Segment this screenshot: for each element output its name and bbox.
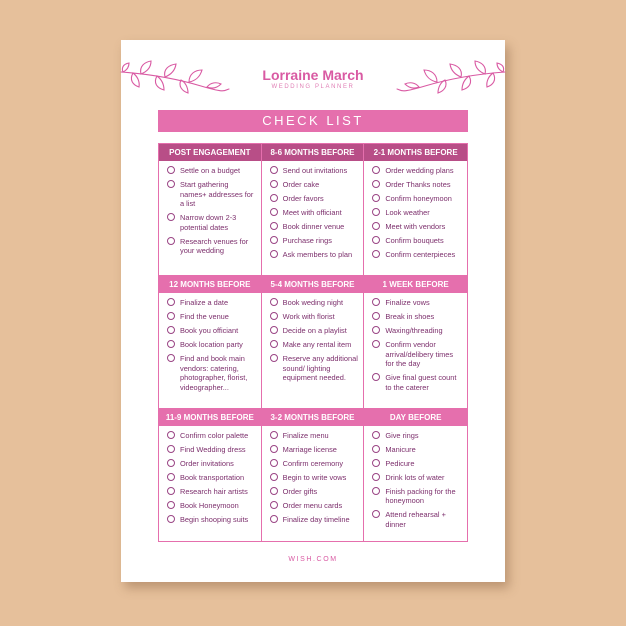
checklist-item-label: Order menu cards xyxy=(282,500,343,510)
checklist-item-label: Order Thanks notes xyxy=(385,179,451,189)
checkbox-circle[interactable] xyxy=(270,326,278,334)
checklist-item-label: Research venues for your wedding xyxy=(180,236,249,256)
section-day-before xyxy=(364,409,467,541)
checkbox-circle[interactable] xyxy=(270,312,278,320)
checklist-item[interactable] xyxy=(270,354,360,383)
checklist-items xyxy=(364,431,467,530)
checkbox-circle[interactable] xyxy=(167,340,175,348)
checklist-item[interactable] xyxy=(270,236,360,246)
checkbox-circle[interactable] xyxy=(270,354,278,362)
checklist-item[interactable] xyxy=(270,473,360,483)
checklist-item[interactable] xyxy=(372,445,463,455)
section-2-1-months-before xyxy=(364,144,467,276)
checkbox-circle[interactable] xyxy=(270,445,278,453)
checklist-item-label: Make any rental item xyxy=(282,340,352,350)
checkbox-circle[interactable] xyxy=(372,312,380,320)
checklist-item[interactable] xyxy=(167,445,257,455)
section-heading: 5-4 MONTHS BEFORE xyxy=(262,276,364,293)
checklist-item-label: Finalize menu xyxy=(282,430,329,440)
checklist-items xyxy=(364,166,467,260)
checklist-item[interactable] xyxy=(372,459,463,469)
checklist-item-label: Narrow down 2-3 potential dates xyxy=(180,213,237,232)
checklist-item[interactable] xyxy=(372,236,463,246)
checklist-item-label: Order invitations xyxy=(180,458,234,468)
checklist-item-label: Work with florist xyxy=(282,312,335,322)
checklist-item[interactable] xyxy=(270,501,360,511)
section-5-4-months-before xyxy=(262,276,365,408)
checkbox-circle[interactable] xyxy=(167,354,175,362)
checklist-item-label: Finalize day timeline xyxy=(282,514,350,524)
checkbox-circle[interactable] xyxy=(167,298,175,306)
checklist-item[interactable] xyxy=(270,250,360,260)
checkbox-circle[interactable] xyxy=(167,326,175,334)
checklist-item[interactable] xyxy=(372,473,463,483)
checklist-items xyxy=(262,166,364,260)
checklist-item[interactable] xyxy=(167,298,257,308)
checklist-item-label: Confirm color palette xyxy=(180,430,249,440)
checklist-item[interactable] xyxy=(167,459,257,469)
checkbox-circle[interactable] xyxy=(167,501,175,509)
checklist-item[interactable] xyxy=(167,312,257,322)
checklist-item[interactable] xyxy=(372,326,463,336)
checklist-item[interactable] xyxy=(372,180,463,190)
checkbox-circle[interactable] xyxy=(270,515,278,523)
checkbox-circle[interactable] xyxy=(167,180,175,188)
section-11-9-months-before xyxy=(159,409,262,541)
checklist-item-label: Start gathering names+ addresses for a list xyxy=(180,179,254,209)
checklist-item[interactable] xyxy=(372,340,463,369)
checklist-item-label: Finish packing for the honeymoon xyxy=(385,486,456,506)
checklist-item-label: Meet with officiant xyxy=(282,207,342,217)
checklist-item-label: Find the venue xyxy=(180,312,229,322)
checklist-item-label: Order cake xyxy=(282,179,320,189)
checkbox-circle[interactable] xyxy=(372,222,380,230)
checkbox-circle[interactable] xyxy=(372,487,380,495)
checkbox-circle[interactable] xyxy=(270,166,278,174)
checklist-items xyxy=(364,298,467,392)
checklist-item[interactable] xyxy=(167,340,257,350)
checkbox-circle[interactable] xyxy=(372,180,380,188)
checklist-item-label: Finalize vows xyxy=(385,298,430,308)
checkbox-circle[interactable] xyxy=(270,340,278,348)
checklist-item-label: Confirm honeymoon xyxy=(385,193,452,203)
checkbox-circle[interactable] xyxy=(372,194,380,202)
checklist-item[interactable] xyxy=(167,473,257,483)
checklist-item[interactable] xyxy=(167,487,257,497)
section-heading: 2-1 MONTHS BEFORE xyxy=(364,144,467,161)
checklist-item-label: Book dinner venue xyxy=(282,221,345,231)
checkbox-circle[interactable] xyxy=(270,501,278,509)
checklist-item[interactable] xyxy=(372,194,463,204)
checklist-item[interactable] xyxy=(372,166,463,176)
checklist-item[interactable] xyxy=(167,326,257,336)
checklist-item[interactable] xyxy=(270,487,360,497)
checklist-page xyxy=(121,40,505,582)
checklist-item[interactable] xyxy=(167,501,257,511)
checkbox-circle[interactable] xyxy=(270,208,278,216)
checklist-item-label: Break in shoes xyxy=(385,312,435,322)
checklist-item[interactable] xyxy=(270,312,360,322)
checkbox-circle[interactable] xyxy=(270,194,278,202)
checkbox-circle[interactable] xyxy=(372,298,380,306)
checkbox-circle[interactable] xyxy=(270,487,278,495)
checklist-item-label: Drink lots of water xyxy=(385,472,445,482)
section-12-months-before xyxy=(159,276,262,408)
checklist-item-label: Confirm ceremony xyxy=(282,458,344,468)
checklist-item-label: Give rings xyxy=(385,430,419,440)
checkbox-circle[interactable] xyxy=(372,208,380,216)
brand-name: Lorraine March xyxy=(262,67,364,83)
checklist-items xyxy=(262,298,364,383)
checklist-item-label: Pedicure xyxy=(385,458,415,468)
section-heading: DAY BEFORE xyxy=(364,409,467,426)
checklist-items xyxy=(159,431,261,525)
checkbox-circle[interactable] xyxy=(270,236,278,244)
checklist-item-label: Finalize a date xyxy=(180,298,229,308)
checklist-item[interactable] xyxy=(167,166,257,176)
checkbox-circle[interactable] xyxy=(270,222,278,230)
checklist-item-label: Ask members to plan xyxy=(282,249,353,259)
checklist-item[interactable] xyxy=(372,487,463,506)
checklist-item-label: Book location party xyxy=(180,340,243,350)
checklist-item-label: Begin to write vows xyxy=(282,472,347,482)
checkbox-circle[interactable] xyxy=(270,431,278,439)
checklist-item-label: Confirm vendor arrival/delibery times for the day xyxy=(385,340,454,369)
checklist-item-label: Confirm centerpieces xyxy=(385,249,456,259)
checklist-item-label: Send out invitations xyxy=(282,166,348,175)
checklist-item[interactable] xyxy=(270,326,360,336)
checkbox-circle[interactable] xyxy=(372,326,380,334)
checklist-grid xyxy=(158,143,468,542)
checklist-item[interactable] xyxy=(167,213,257,232)
checkbox-circle[interactable] xyxy=(270,298,278,306)
checklist-item[interactable] xyxy=(372,431,463,441)
checklist-item[interactable] xyxy=(270,208,360,218)
checkbox-circle[interactable] xyxy=(372,236,380,244)
checkbox-circle[interactable] xyxy=(372,166,380,174)
checklist-items xyxy=(262,431,364,525)
checklist-item[interactable] xyxy=(270,431,360,441)
checkbox-circle[interactable] xyxy=(372,373,380,381)
checkbox-circle[interactable] xyxy=(270,180,278,188)
checkbox-circle[interactable] xyxy=(167,487,175,495)
checklist-item[interactable] xyxy=(167,515,257,525)
checklist-item-label: Book transportation xyxy=(180,472,245,482)
checklist-item-label: Find Wedding dress xyxy=(180,444,246,454)
checkbox-circle[interactable] xyxy=(270,473,278,481)
checklist-item-label: Book Honeymoon xyxy=(180,500,239,510)
section-heading: POST ENGAGEMENT xyxy=(159,144,261,161)
checklist-item[interactable] xyxy=(270,166,360,176)
checklist-item[interactable] xyxy=(372,298,463,308)
checklist-title: CHECK LIST xyxy=(158,110,468,132)
checkbox-circle[interactable] xyxy=(167,473,175,481)
section-heading: 3-2 MONTHS BEFORE xyxy=(262,409,364,426)
checklist-item-label: Reserve any additional sound/ lighting equipment needed. xyxy=(282,354,358,383)
checklist-item-label: Begin shooping suits xyxy=(180,514,249,524)
checklist-item[interactable] xyxy=(372,222,463,232)
checklist-item[interactable] xyxy=(270,340,360,350)
section-post-engagement xyxy=(159,144,262,276)
checkbox-circle[interactable] xyxy=(372,250,380,258)
checklist-item-label: Book weding night xyxy=(282,298,344,308)
checklist-item[interactable] xyxy=(167,354,257,392)
checklist-item[interactable] xyxy=(372,208,463,218)
checklist-item-label: Settle on a budget xyxy=(180,166,240,175)
checkbox-circle[interactable] xyxy=(167,312,175,320)
checklist-item[interactable] xyxy=(167,237,257,256)
checklist-item-label: Attend rehearsal + dinner xyxy=(385,510,446,529)
checklist-item-label: Find and book main vendors: catering, photographer, florist, videographer... xyxy=(180,354,248,393)
checkbox-circle[interactable] xyxy=(372,445,380,453)
checkbox-circle[interactable] xyxy=(270,459,278,467)
checklist-item[interactable] xyxy=(270,298,360,308)
section-heading: 11-9 MONTHS BEFORE xyxy=(159,409,261,426)
checklist-items xyxy=(159,298,261,392)
checklist-item-label: Order favors xyxy=(282,193,324,203)
checkbox-circle[interactable] xyxy=(270,250,278,258)
checklist-item-label: Give final guest count to the caterer xyxy=(385,373,457,393)
checklist-item[interactable] xyxy=(270,515,360,525)
section-heading: 8-6 MONTHS BEFORE xyxy=(262,144,364,161)
checklist-items xyxy=(159,166,261,256)
checklist-item[interactable] xyxy=(270,222,360,232)
checkbox-circle[interactable] xyxy=(372,473,380,481)
checklist-item-label: Order gifts xyxy=(282,486,318,496)
checklist-item[interactable] xyxy=(270,180,360,190)
checklist-item[interactable] xyxy=(167,431,257,441)
checkbox-circle[interactable] xyxy=(372,340,380,348)
checklist-item-label: Marriage license xyxy=(282,444,337,454)
section-1-week-before xyxy=(364,276,467,408)
checkbox-circle[interactable] xyxy=(372,431,380,439)
checkbox-circle[interactable] xyxy=(167,237,175,245)
footer-website: WISH.COM xyxy=(288,556,338,563)
section-heading: 12 MONTHS BEFORE xyxy=(159,276,261,293)
checkbox-circle[interactable] xyxy=(167,213,175,221)
checkbox-circle[interactable] xyxy=(167,515,175,523)
checklist-item-label: Order wedding plans xyxy=(385,166,454,175)
checklist-item-label: Purchase rings xyxy=(282,235,332,245)
section-8-6-months-before xyxy=(262,144,365,276)
checklist-item[interactable] xyxy=(270,194,360,204)
checkbox-circle[interactable] xyxy=(167,166,175,174)
checkbox-circle[interactable] xyxy=(167,459,175,467)
checklist-item[interactable] xyxy=(372,373,463,392)
checkbox-circle[interactable] xyxy=(167,445,175,453)
checklist-item[interactable] xyxy=(372,312,463,322)
checkbox-circle[interactable] xyxy=(167,431,175,439)
checkbox-circle[interactable] xyxy=(372,510,380,518)
checklist-item[interactable] xyxy=(270,445,360,455)
checklist-item[interactable] xyxy=(372,250,463,260)
checklist-item-label: Meet with vendors xyxy=(385,221,446,231)
checklist-item-label: Manicure xyxy=(385,444,416,454)
checklist-item-label: Look weather xyxy=(385,207,430,217)
checklist-item-label: Confirm bouquets xyxy=(385,235,444,245)
section-3-2-months-before xyxy=(262,409,365,541)
checkbox-circle[interactable] xyxy=(372,459,380,467)
checklist-item-label: Decide on a playlist xyxy=(282,326,347,336)
checklist-item-label: Book you officiant xyxy=(180,326,239,336)
brand-subtitle: WEDDING PLANNER xyxy=(271,84,355,90)
checklist-item-label: Research hair artists xyxy=(180,486,248,496)
checklist-item[interactable] xyxy=(167,180,257,209)
checklist-item[interactable] xyxy=(270,459,360,469)
checklist-item-label: Waxing/threading xyxy=(385,326,443,336)
checklist-item[interactable] xyxy=(372,510,463,529)
section-heading: 1 WEEK BEFORE xyxy=(364,276,467,293)
